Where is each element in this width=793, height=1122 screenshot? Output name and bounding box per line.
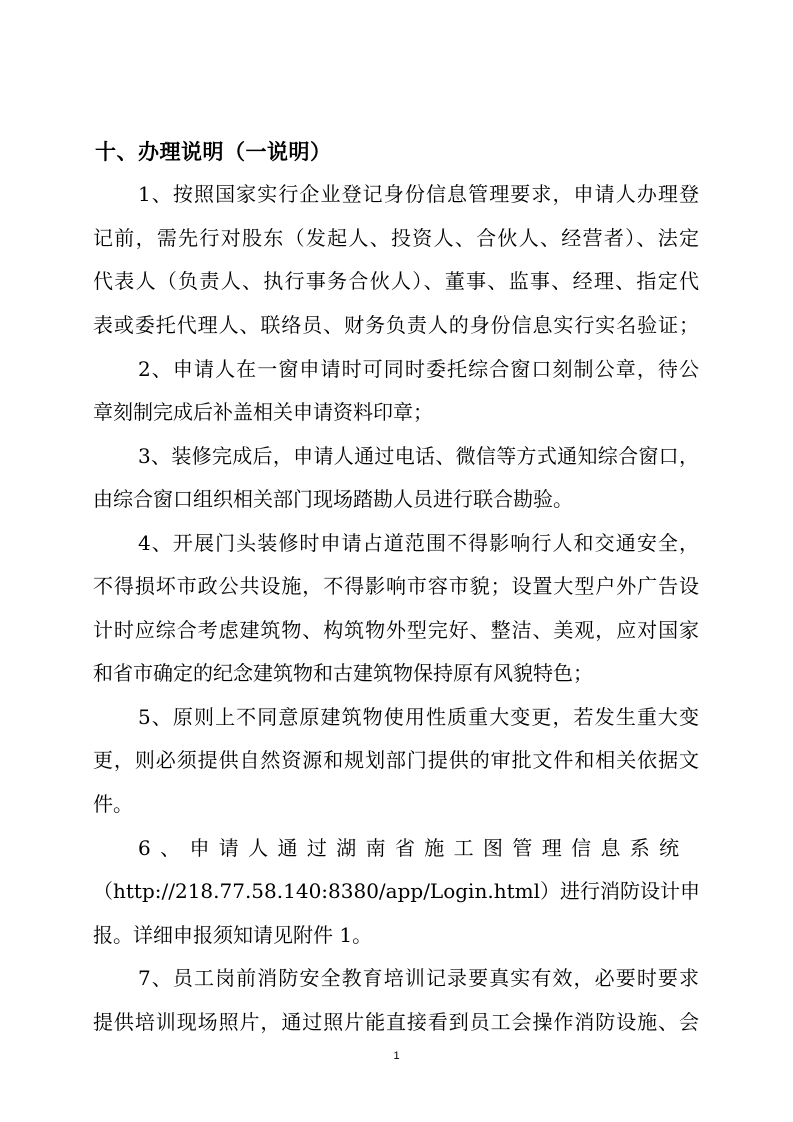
para-7-line-1: 7、员工岗前消防安全教育培训记录要真实有效，必要时要求 (138, 966, 699, 990)
para-4-line-4: 和省市确定的纪念建筑物和古建筑物保持原有风貌特色； (93, 661, 593, 685)
para-4-line-1: 4、开展门头装修时申请占道范围不得影响行人和交通安全， (138, 531, 699, 555)
para-6-line-1: 6 、 申 请 人 通 过 湖 南 省 施 工 图 管 理 信 息 系 统 (138, 836, 680, 860)
para-6-line-3: 报。详细申报须知请见附件 1。 (93, 923, 373, 947)
page-number: 1 (393, 1050, 400, 1062)
para-1-line-3: 代表人（负责人、执行事务合伙人）、董事、监事、经理、指定代 (93, 269, 699, 293)
para-4-line-3: 计时应综合考虑建筑物、构筑物外型完好、整洁、美观，应对国家 (93, 618, 699, 642)
para-1-line-1: 1、按照国家实行企业登记身份信息管理要求，申请人办理登 (138, 182, 699, 206)
para-6-line-2: （http://218.77.58.140:8380/app/Login.html）进行消防设计申 (93, 879, 700, 903)
para-5-line-2: 更，则必须提供自然资源和规划部门提供的审批文件和相关依据文 (93, 748, 699, 772)
para-1-line-4: 表或委托代理人、联络员、财务负责人的身份信息实行实名验证； (93, 313, 699, 337)
section-heading: 十、办理说明（一说明） (95, 140, 332, 164)
para-2-line-1: 2、申请人在一窗申请时可同时委托综合窗口刻制公章，待公 (138, 357, 699, 381)
para-5-line-3: 件。 (93, 792, 133, 816)
para-2-line-2: 章刻制完成后补盖相关申请资料印章； (93, 400, 433, 424)
para-7-line-2: 提供培训现场照片，通过照片能直接看到员工会操作消防设施、会 (93, 1010, 699, 1034)
para-5-line-1: 5、原则上不同意原建筑物使用性质重大变更，若发生重大变 (138, 705, 699, 729)
para-4-line-2: 不得损坏市政公共设施，不得影响市容市貌；设置大型户外广告设 (93, 574, 699, 598)
para-3-line-1: 3、装修完成后，申请人通过电话、微信等方式通知综合窗口， (138, 444, 699, 468)
para-3-line-2: 由综合窗口组织相关部门现场踏勘人员进行联合勘验。 (93, 487, 573, 511)
para-1-line-2: 记前，需先行对股东（发起人、投资人、合伙人、经营者）、法定 (93, 226, 699, 250)
